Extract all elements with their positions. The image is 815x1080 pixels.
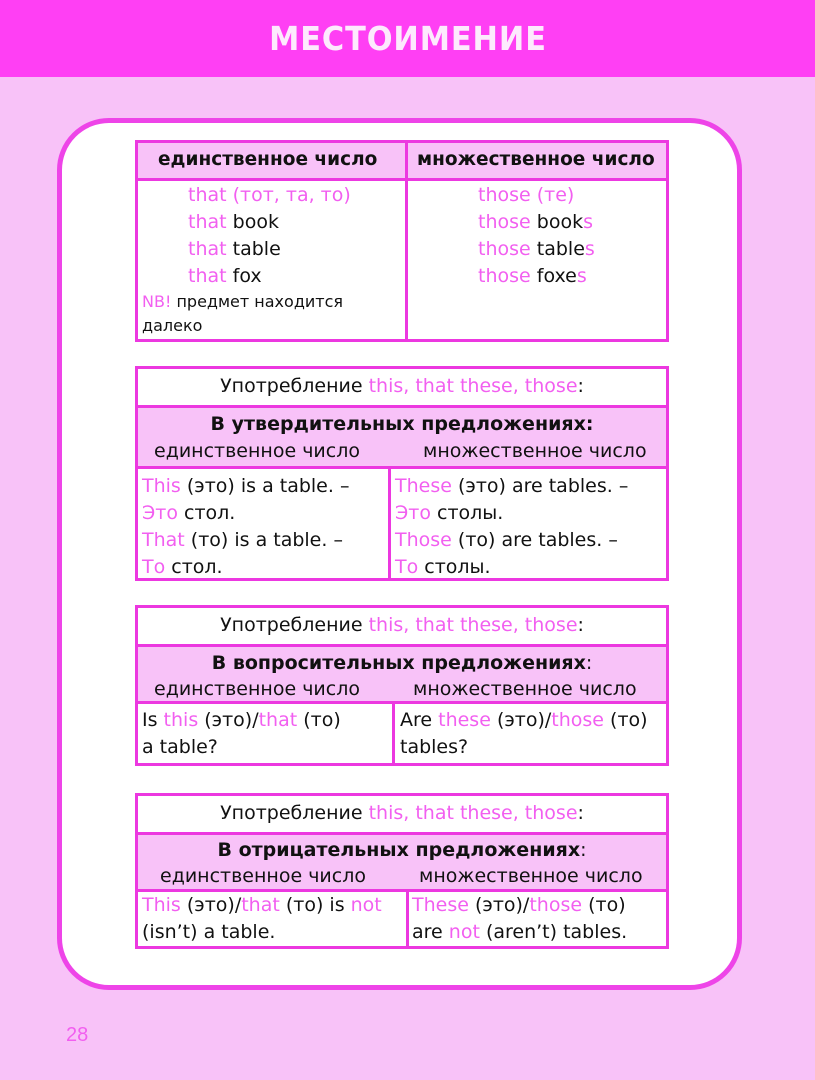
highlighted-word: that xyxy=(188,265,227,287)
text-segment: (то) xyxy=(297,709,341,731)
text-segment: tables? xyxy=(400,736,469,758)
table4-column-divider xyxy=(406,892,409,946)
highlighted-word: These xyxy=(412,894,469,916)
text-segment: are xyxy=(412,921,449,943)
highlighted-word: This xyxy=(142,894,181,916)
table-interrogative xyxy=(135,605,669,766)
usage-title xyxy=(138,802,666,824)
table4-right-line xyxy=(412,921,627,943)
text-segment: book xyxy=(226,211,279,233)
text-segment: (это) is a table. – xyxy=(180,475,350,497)
highlighted-word: those xyxy=(478,238,531,260)
highlighted-word: those xyxy=(478,265,531,287)
usage-title xyxy=(138,614,666,636)
table3-divider xyxy=(138,701,666,704)
table1-left-line xyxy=(188,265,262,287)
table4-label-singular: единственное число xyxy=(160,865,366,887)
text-segment: Is xyxy=(142,709,164,731)
table1-left-line xyxy=(188,211,279,233)
page-header xyxy=(0,0,815,77)
highlighted-word: s xyxy=(583,211,593,233)
highlighted-word: not xyxy=(448,921,480,943)
text-segment: столы. xyxy=(430,502,504,524)
text-segment: (это)/ xyxy=(198,709,259,731)
text-segment: : xyxy=(577,614,584,636)
highlighted-word: this xyxy=(163,709,199,731)
text-segment: стол. xyxy=(165,556,223,578)
highlighted-word: that xyxy=(188,211,227,233)
table3-column-divider xyxy=(392,704,395,763)
text-segment: (то) xyxy=(604,709,648,731)
table4-label-plural: множественное число xyxy=(419,865,643,887)
table2-left-line xyxy=(142,475,349,497)
table1-note-continued: далеко xyxy=(142,316,203,335)
highlighted-word: s xyxy=(576,265,587,287)
table3-label-singular: единственное число xyxy=(154,678,360,700)
text-segment: foxe xyxy=(530,265,577,287)
highlighted-word: Это xyxy=(142,502,178,524)
text-segment: a table? xyxy=(142,736,218,758)
table2-right-line xyxy=(395,502,503,524)
highlighted-word: not xyxy=(350,894,382,916)
text-segment: (aren’t) tables. xyxy=(479,921,628,943)
highlighted-word: those (те) xyxy=(478,184,575,206)
table2-right-line xyxy=(395,475,628,497)
highlighted-word: these xyxy=(438,709,491,731)
text-segment: (isn’t) a table. xyxy=(142,921,276,943)
table1-note xyxy=(142,291,343,313)
table-negative xyxy=(135,793,669,949)
table3-left-line xyxy=(142,709,341,731)
table2-label-singular: единственное число xyxy=(154,440,360,462)
highlighted-word: this, that these, those xyxy=(368,375,578,397)
table2-divider xyxy=(138,466,666,469)
highlighted-word: those xyxy=(551,709,605,731)
highlighted-word: Это xyxy=(395,502,431,524)
table4-divider xyxy=(138,889,666,892)
table1-left-line xyxy=(188,184,351,206)
table4-heading: В отрицательных предложениях: xyxy=(217,839,587,861)
highlighted-word: s xyxy=(584,238,595,260)
table3-right-line xyxy=(400,709,648,731)
highlighted-word: that xyxy=(258,709,298,731)
table3-left-line xyxy=(142,736,218,758)
text-segment: (это)/ xyxy=(490,709,552,731)
table1-header-plural: множественное число xyxy=(417,149,655,170)
text-segment: Употребление xyxy=(220,614,369,636)
table1-right-line xyxy=(478,265,587,287)
table1-header-singular: единственное число xyxy=(158,149,378,170)
table1-column-divider xyxy=(405,143,408,339)
highlighted-word: These xyxy=(395,475,452,497)
table2-label-plural: множественное число xyxy=(423,440,647,462)
highlighted-word: those xyxy=(478,211,531,233)
table1-right-line xyxy=(478,184,574,206)
table2-left-line xyxy=(142,502,235,524)
highlighted-word: То xyxy=(395,556,419,578)
table2-left-line xyxy=(142,556,223,578)
highlighted-word: This xyxy=(142,475,181,497)
table2-column-divider xyxy=(388,469,391,578)
table4-right-line xyxy=(412,894,626,916)
table3-label-plural: множественное число xyxy=(413,678,637,700)
text-segment: (то) is xyxy=(279,894,351,916)
table-that-those xyxy=(135,140,669,342)
highlighted-word: that (тот, та, то) xyxy=(188,184,351,206)
highlighted-word: that xyxy=(188,238,227,260)
table1-divider xyxy=(138,178,666,181)
text-segment: book xyxy=(530,211,584,233)
text-segment: fox xyxy=(226,265,262,287)
text-segment: (это)/ xyxy=(180,894,242,916)
table3-right-line xyxy=(400,736,468,758)
highlighted-word: То xyxy=(142,556,166,578)
table1-right-line xyxy=(478,238,595,260)
table-affirmative xyxy=(135,366,669,581)
table2-left-line xyxy=(142,529,343,551)
table3-heading: В вопросительных предложениях: xyxy=(211,652,593,674)
text-segment: столы. xyxy=(418,556,491,578)
text-segment: предмет находится xyxy=(171,292,344,311)
highlighted-word: those xyxy=(529,894,583,916)
text-segment: : xyxy=(577,802,584,824)
table4-left-line xyxy=(142,921,275,943)
text-segment: table xyxy=(226,238,281,260)
highlighted-word: this, that these, those xyxy=(368,614,578,636)
text-segment: table xyxy=(530,238,585,260)
text-segment: : xyxy=(577,375,584,397)
table2-right-line xyxy=(395,529,618,551)
text-segment: Are xyxy=(400,709,439,731)
table4-left-line xyxy=(142,894,382,916)
text-segment: (то) are tables. – xyxy=(451,529,618,551)
table1-right-line xyxy=(478,211,593,233)
highlighted-word: NB! xyxy=(142,292,172,311)
table2-heading: В утвердительных предложениях: xyxy=(210,413,594,435)
page-number: 28 xyxy=(66,1024,89,1046)
text-segment: (это) are tables. – xyxy=(451,475,629,497)
text-segment: Употребление xyxy=(220,802,369,824)
highlighted-word: That xyxy=(142,529,185,551)
table1-left-line xyxy=(188,238,281,260)
text-segment: (то) xyxy=(582,894,626,916)
text-segment: (то) is a table. – xyxy=(184,529,343,551)
highlighted-word: Those xyxy=(395,529,452,551)
text-segment: (это)/ xyxy=(468,894,530,916)
table2-right-line xyxy=(395,556,491,578)
usage-title xyxy=(138,375,666,397)
text-segment: стол. xyxy=(177,502,236,524)
highlighted-word: this, that these, those xyxy=(368,802,578,824)
highlighted-word: that xyxy=(241,894,280,916)
text-segment: Употребление xyxy=(220,375,369,397)
page-title: МЕСТОИМЕНИЕ xyxy=(268,19,547,58)
